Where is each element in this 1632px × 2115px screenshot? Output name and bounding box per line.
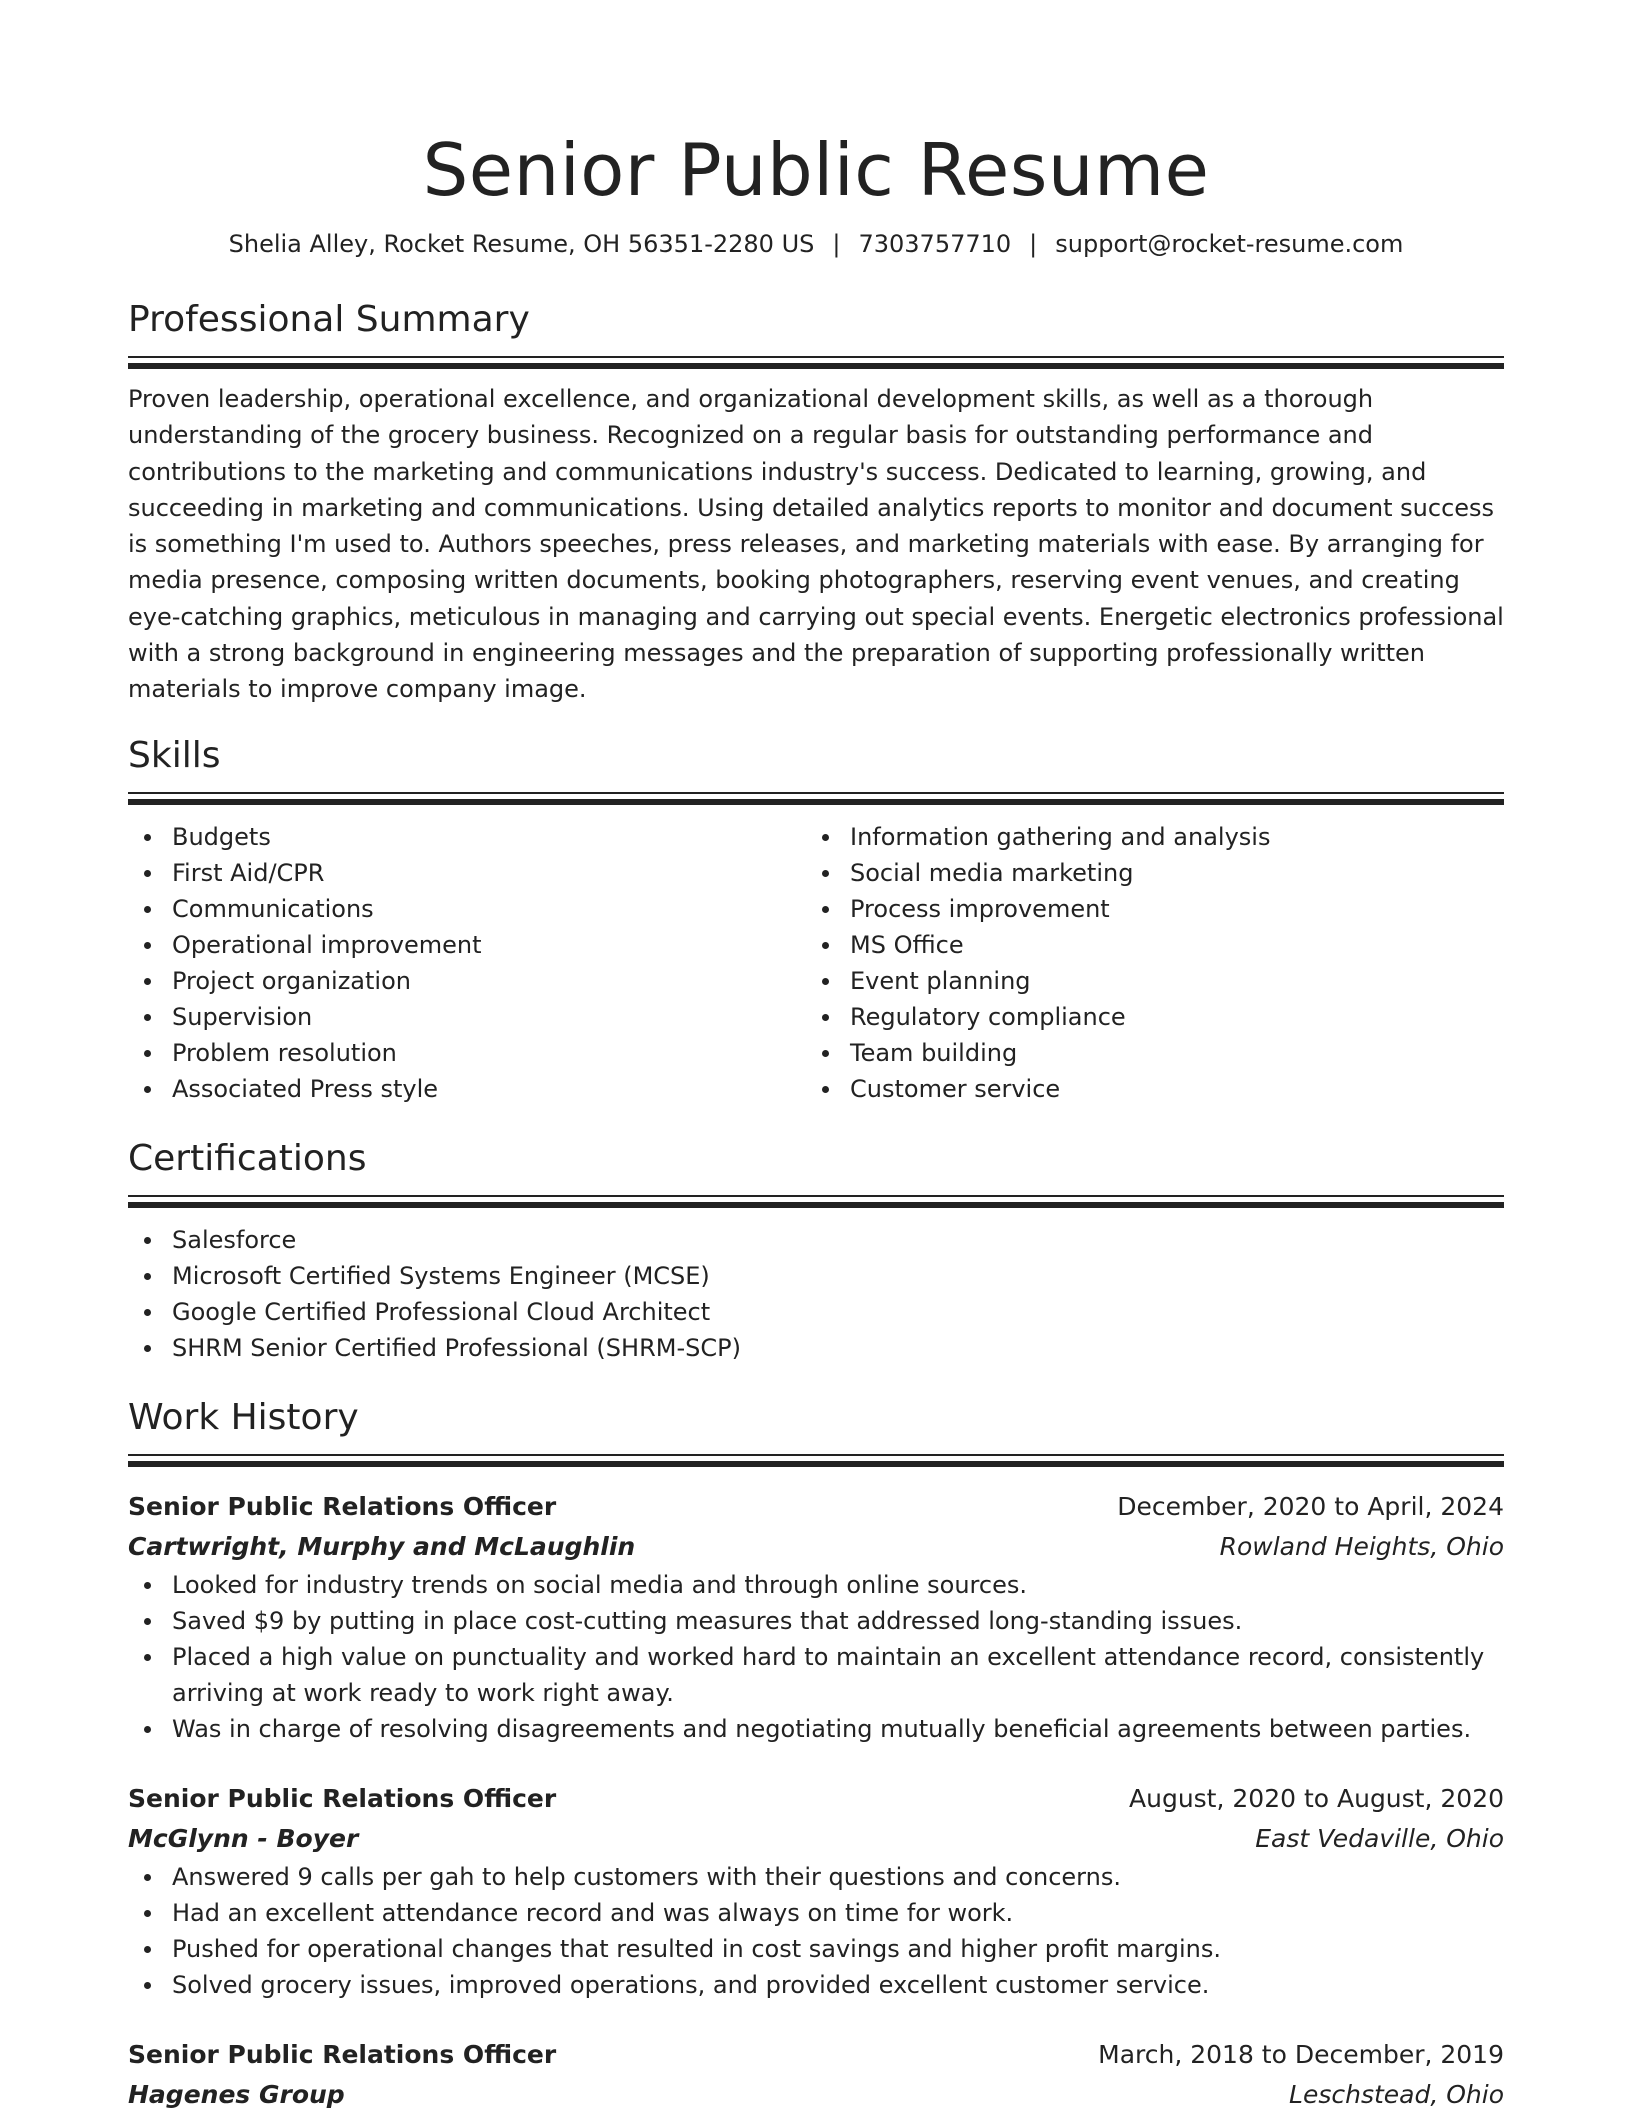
job-dates: March, 2018 to December, 2019 (1098, 2039, 1504, 2069)
job-company: Hagenes Group (128, 2079, 345, 2109)
job-dates: August, 2020 to August, 2020 (1129, 1783, 1504, 1813)
job-bullet: Pushed for operational changes that resulted in cost savings and higher profit margins. (128, 1931, 1504, 1967)
skill-item: Associated Press style (128, 1071, 806, 1107)
job-location: East Vedaville, Ohio (1255, 1823, 1504, 1853)
work-history-section (128, 1396, 1504, 2115)
skill-item: Customer service (806, 1071, 1484, 1107)
job-header-row (128, 2035, 1504, 2075)
job-title: Senior Public Relations Officer (128, 2039, 557, 2069)
job-bullets (128, 1567, 1504, 1747)
resume-page (128, 0, 1504, 2115)
section-rule-thin (128, 792, 1504, 794)
skill-item: Event planning (806, 963, 1484, 999)
summary-heading: Professional Summary (128, 299, 530, 340)
section-rule-thick (128, 799, 1504, 805)
job-bullet: Saved $9 by putting in place cost-cutting measures that addressed long-standing issues. (128, 1603, 1504, 1639)
skill-item: MS Office (806, 927, 1484, 963)
resume-title: Senior Public Resume (422, 128, 1210, 212)
job-bullet: Had an excellent attendance record and was always on time for work. (128, 1895, 1504, 1931)
job-bullet: Was in charge of resolving disagreements and negotiating mutually beneficial agreements between parties. (128, 1711, 1504, 1747)
job-title: Senior Public Relations Officer (128, 1783, 557, 1813)
section-rule-thin (128, 356, 1504, 358)
summary-text: Proven leadership, operational excellence, and organizational development skills, as well as a thorough understanding of the grocery business. Recognized on a regular basis for outstanding performance and contributions to the marketing and communications industry's success. Dedicated to learning, growing, and succeeding in marketing and communications. Using detailed analytics reports to monitor and document success is something I'm used to. Authors speeches, press releases, and marketing materials with ease. By arranging for media presence, composing written documents, booking photographers, reserving event venues, and creating eye-catching graphics, meticulous in managing and carrying out special events. Energetic electronics professional with a strong background in engineering messages and the preparation of supporting professionally written materials to improve company image. (128, 385, 1504, 704)
job-dates: December, 2020 to April, 2024 (1117, 1491, 1504, 1521)
skills-list-left (128, 819, 806, 1107)
summary-section (128, 298, 1504, 708)
job-entry (128, 1779, 1504, 2003)
skill-item: Process improvement (806, 891, 1484, 927)
job-bullet: Solved grocery issues, improved operations, and provided excellent customer service. (128, 1967, 1504, 2003)
job-header-row (128, 1487, 1504, 1527)
job-company: Cartwright, Murphy and McLaughlin (128, 1531, 636, 1561)
certification-item: Salesforce (128, 1222, 1504, 1258)
contact-line (128, 228, 1504, 260)
job-company-row (128, 2075, 1504, 2115)
contact-email: support@rocket-resume.com (1055, 230, 1404, 258)
skill-item: Communications (128, 891, 806, 927)
job-company-row (128, 1819, 1504, 1859)
skill-item: Supervision (128, 999, 806, 1035)
certifications-list (128, 1222, 1504, 1366)
job-company-row (128, 1527, 1504, 1567)
skills-section (128, 734, 1504, 1107)
contact-separator: | (1029, 230, 1038, 258)
section-rule-thin (128, 1454, 1504, 1456)
certification-item: SHRM Senior Certified Professional (SHRM-SCP) (128, 1330, 1504, 1366)
job-location: Rowland Heights, Ohio (1219, 1531, 1504, 1561)
contact-phone: 7303757710 (858, 230, 1012, 258)
job-bullets (128, 1859, 1504, 2003)
skill-item: Operational improvement (128, 927, 806, 963)
skill-item: Project organization (128, 963, 806, 999)
skill-item: Social media marketing (806, 855, 1484, 891)
skills-list-right (806, 819, 1484, 1107)
section-rule-thick (128, 1461, 1504, 1467)
job-entry (128, 2035, 1504, 2115)
job-entry (128, 1487, 1504, 1747)
skill-item: First Aid/CPR (128, 855, 806, 891)
certifications-heading: Certifications (128, 1137, 367, 1179)
job-bullet: Answered 9 calls per gah to help customers with their questions and concerns. (128, 1859, 1504, 1895)
skill-item: Team building (806, 1035, 1484, 1071)
section-rule-thick (128, 363, 1504, 369)
certification-item: Google Certified Professional Cloud Architect (128, 1294, 1504, 1330)
skills-heading: Skills (128, 734, 221, 776)
job-company: McGlynn - Boyer (128, 1823, 359, 1853)
skill-item: Problem resolution (128, 1035, 806, 1071)
skills-columns (128, 819, 1504, 1107)
job-header-row (128, 1779, 1504, 1819)
skill-item: Budgets (128, 819, 806, 855)
job-title: Senior Public Relations Officer (128, 1491, 557, 1521)
job-location: Leschstead, Ohio (1289, 2079, 1504, 2109)
section-rule-thin (128, 1195, 1504, 1197)
contact-separator: | (832, 230, 841, 258)
contact-address: Shelia Alley, Rocket Resume, OH 56351-2280 US (228, 230, 815, 258)
section-rule-thick (128, 1202, 1504, 1208)
skill-item: Information gathering and analysis (806, 819, 1484, 855)
job-bullet: Looked for industry trends on social media and through online sources. (128, 1567, 1504, 1603)
skill-item: Regulatory compliance (806, 999, 1484, 1035)
job-bullet: Placed a high value on punctuality and worked hard to maintain an excellent attendance record, consistently arriving at work ready to work right away. (128, 1639, 1504, 1711)
certification-item: Microsoft Certified Systems Engineer (MCSE) (128, 1258, 1504, 1294)
work-history-heading: Work History (128, 1396, 359, 1438)
certifications-section (128, 1137, 1504, 1366)
